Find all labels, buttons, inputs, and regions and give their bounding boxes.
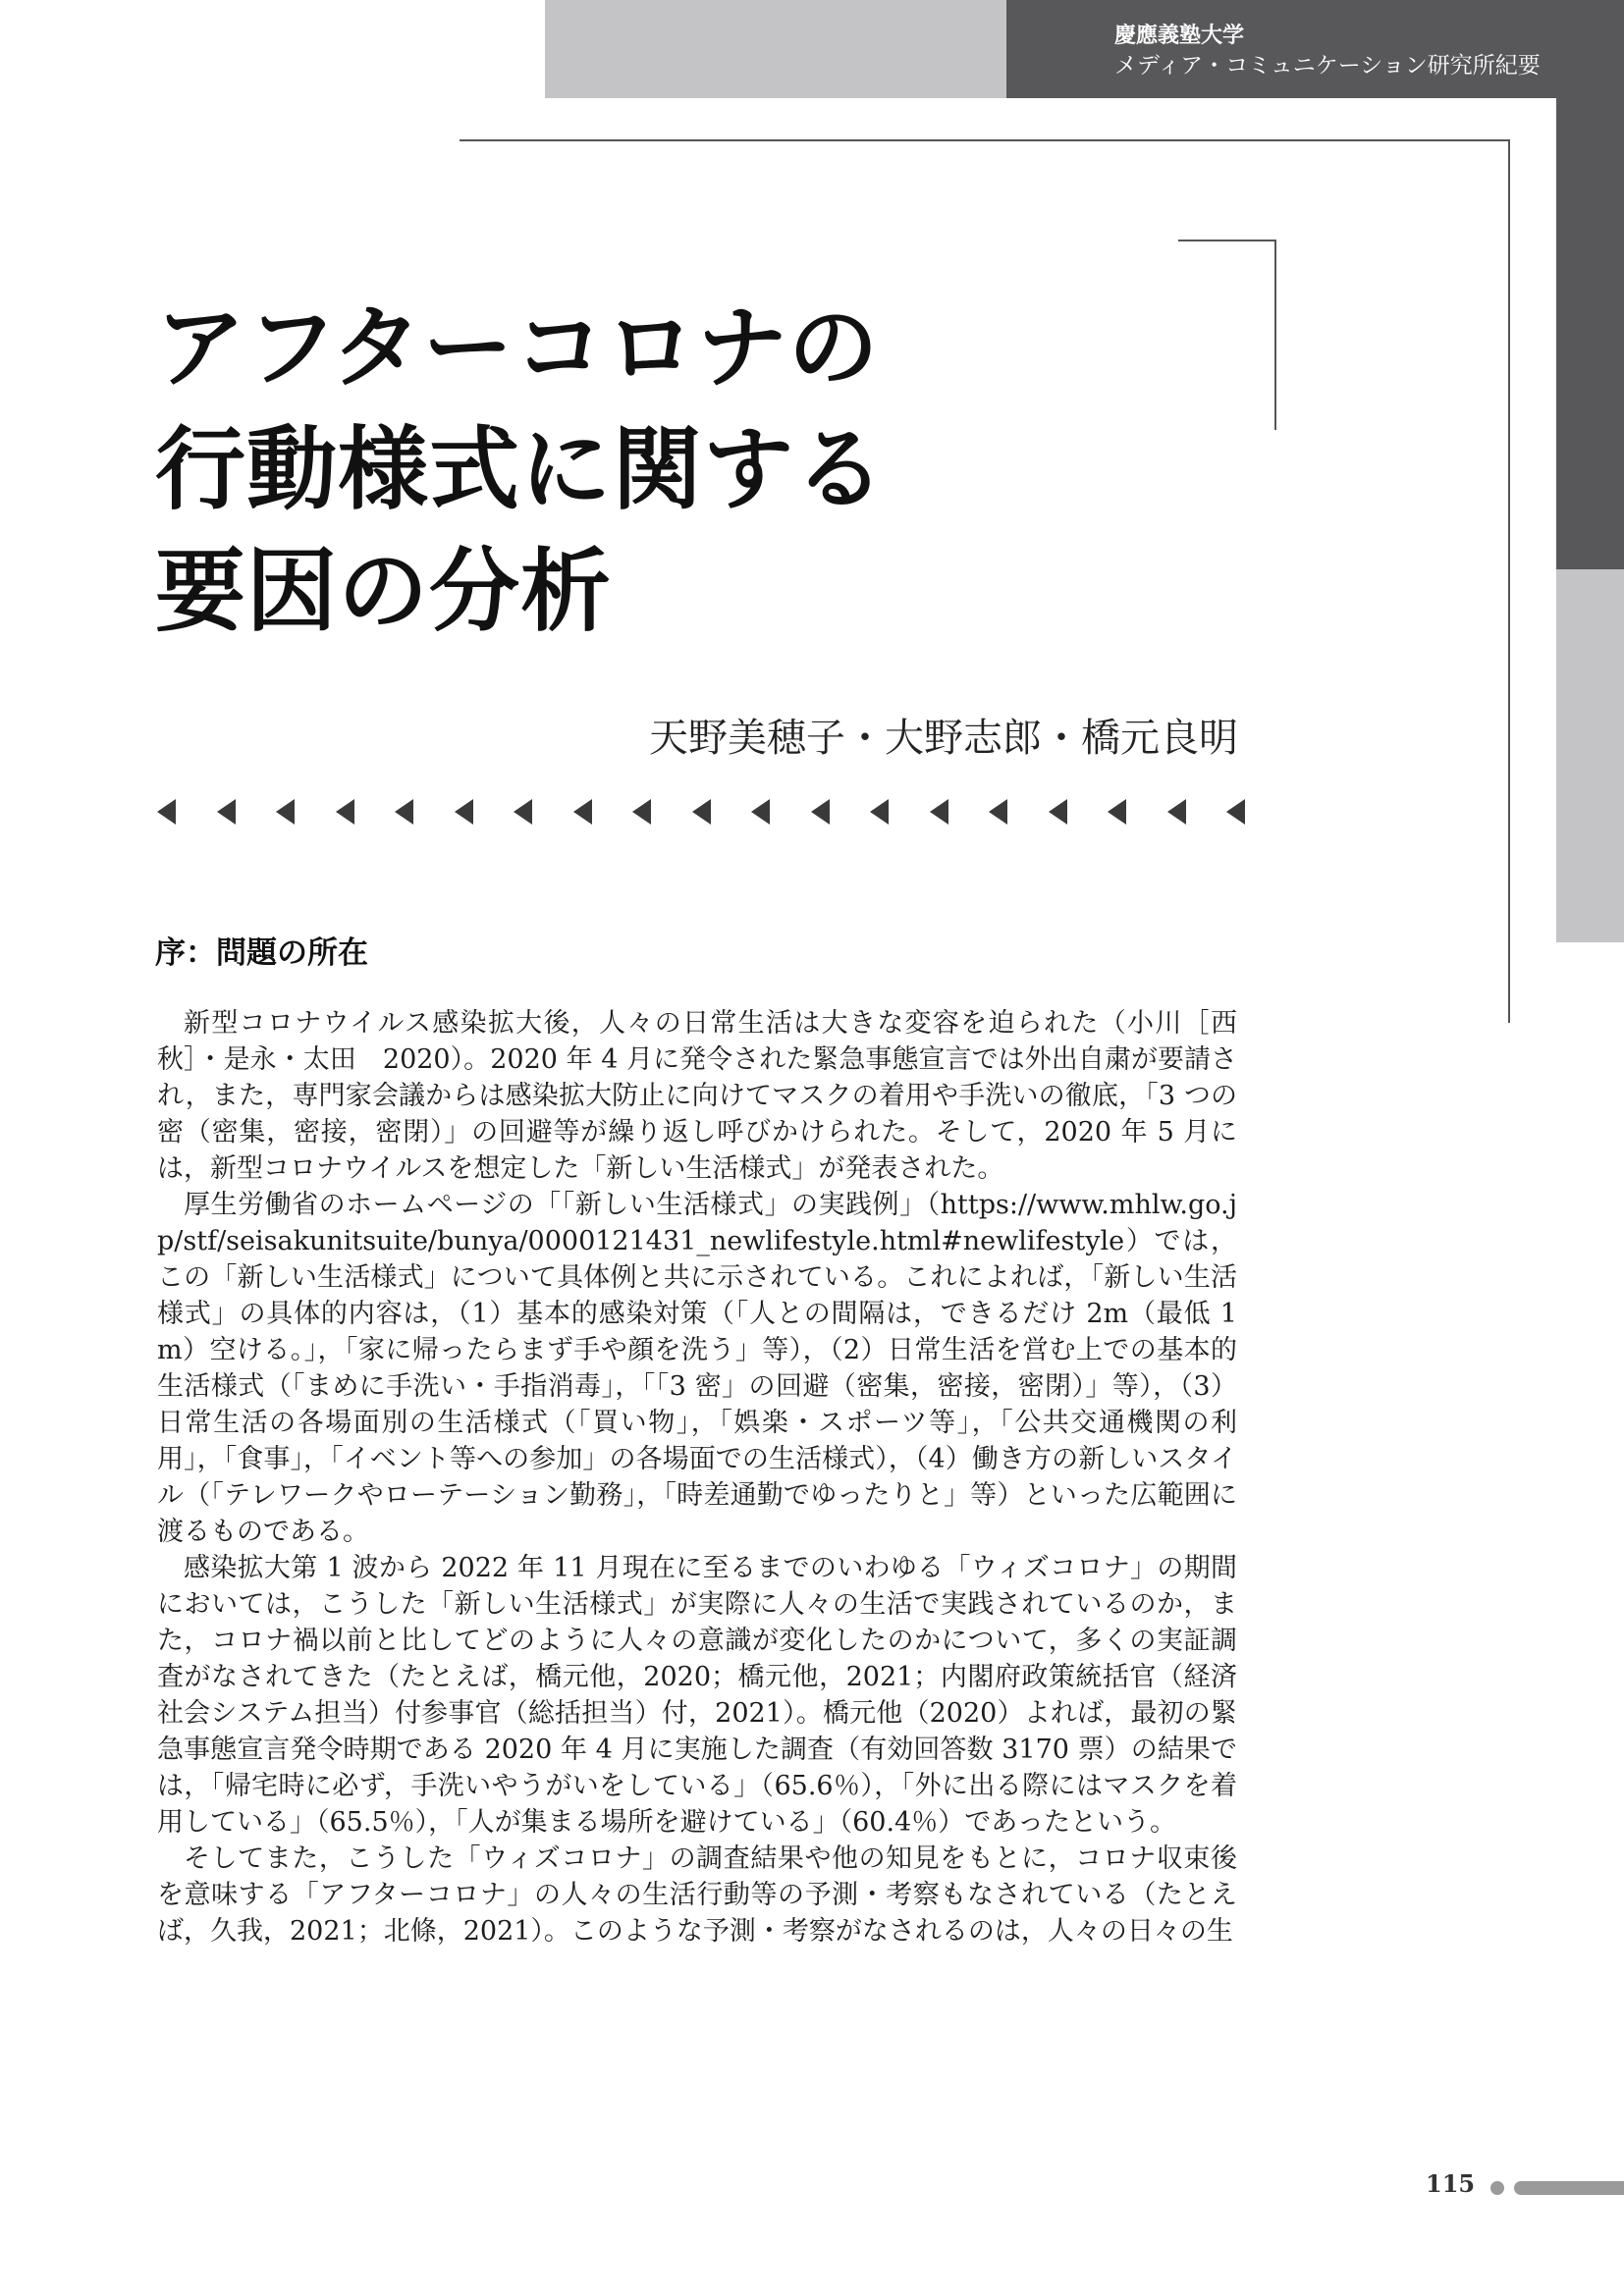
article-body [157, 1005, 1237, 1949]
body-paragraph: 感染拡大第 1 波から 2022 年 11 月現在に至るまでのいわゆる「ウィズコロナ」の期間においては，こうした「新しい生活様式」が実際に人々の生活で実践されているのか，また，コロナ禍以前と比してどのように人々の意識が変化したのかについて，多くの実証調査がなされてきた（たとえば，橋元他，2020；橋元他，2021；内閣府政策統括官（経済社会システム担当）付参事官（総括担当）付，2021）。橋元他（2020）よれば，最初の緊急事態宣言発令時期である 2020 年 4 月に実施した調査（有効回答数 3170 票）の結果では，「帰宅時に必ず，手洗いやうがいをしている」（65.6％），「外に出る際にはマスクを着用している」（65.5％），「人が集まる場所を避けている」（60.4％）であったという。 [157, 1553, 1237, 1838]
folio-bar [1514, 2181, 1624, 2195]
left-triangle-icon [455, 799, 473, 825]
body-paragraph: 厚生労働省のホームページの「「新しい生活様式」の実践例」（https://www.mhlw.go.jp/stf/seisakunitsuite/bunya/0000121431_newlifestyle.html#newlifestyle）では，この「新しい生活様式」について具体例と共に示されている。これによれば，「新しい生活様式」の具体的内容は，（1）基本的感染対策（「人との間隔は，できるだけ 2m（最低 1m）空ける。」，「家に帰ったらまず手や顔を洗う」等），（2）日常生活を営む上での基本的生活様式（「まめに手洗い・手指消毒」，「「3 密」の回避（密集，密接，密閉）」等），（3）日常生活の各場面別の生活様式（「買い物」，「娯楽・スポーツ等」，「公共交通機関の利用」，「食事」，「イベント等への参加」の各場面での生活様式），（4）働き方の新しいスタイル（「テレワークやローテーション勤務」，「時差通勤でゆったりと」等）といった広範囲に渡るものである。 [157, 1190, 1237, 1547]
side-tab-dark [1556, 98, 1624, 569]
left-triangle-icon [217, 799, 236, 825]
journal-university: 慶應義塾大学 [1114, 24, 1245, 48]
title-line: 行動様式に関する [155, 416, 887, 522]
left-triangle-icon [751, 799, 770, 825]
left-triangle-icon [1108, 799, 1126, 825]
folio-dot [1490, 2181, 1504, 2195]
left-triangle-icon [870, 799, 889, 825]
body-paragraph: 新型コロナウイルス感染拡大後，人々の日常生活は大きな変容を迫られた（小川［西秋］・是永・太田 2020）。2020 年 4 月に発令された緊急事態宣言では外出自粛が要請され，また，専門家会議からは感染拡大防止に向けてマスクの着用や手洗いの徹底，「3 つの密（密集，密接，密閉）」の回避等が繰り返し呼びかけられた。そして，2020 年 5 月には，新型コロナウイルスを想定した「新しい生活様式」が発表された。 [157, 1008, 1237, 1184]
left-triangle-icon [336, 799, 354, 825]
page-number: 115 [1426, 2169, 1476, 2198]
corner-rule-vertical [1274, 240, 1276, 430]
author-list: 天野美穂子・大野志郎・橋元良明 [649, 716, 1238, 761]
corner-rule-horizontal [1178, 240, 1276, 241]
header-band-light [545, 0, 1006, 98]
left-triangle-icon [989, 799, 1007, 825]
left-triangle-icon [632, 799, 651, 825]
frame-rule-right [1508, 139, 1510, 1023]
title-line: アフターコロナの [155, 294, 880, 400]
left-triangle-icon [692, 799, 711, 825]
left-triangle-icon [573, 799, 592, 825]
left-triangle-icon [811, 799, 830, 825]
article-title [155, 287, 886, 652]
frame-rule-top [460, 139, 1510, 141]
left-triangle-icon [1226, 799, 1245, 825]
left-triangle-icon [157, 799, 176, 825]
left-triangle-icon [276, 799, 295, 825]
section-heading: 序：問題の所在 [155, 935, 368, 971]
left-triangle-icon [514, 799, 532, 825]
left-triangle-icon [1049, 799, 1067, 825]
journal-header [1114, 22, 1541, 80]
left-triangle-icon [930, 799, 948, 825]
title-line: 要因の分析 [155, 538, 613, 644]
body-paragraph: そしてまた，こうした「ウィズコロナ」の調査結果や他の知見をもとに，コロナ収束後を意味する「アフターコロナ」の人々の生活行動等の予測・考察もなされている（たとえば，久我，2021；北條，2021）。このような予測・考察がなされるのは，人々の日々の生 [157, 1843, 1237, 1947]
journal-name: メディア・コミュニケーション研究所紀要 [1114, 53, 1541, 79]
triangle-divider [157, 795, 1237, 828]
side-tab-light [1556, 569, 1624, 942]
left-triangle-icon [1167, 799, 1186, 825]
left-triangle-icon [395, 799, 413, 825]
